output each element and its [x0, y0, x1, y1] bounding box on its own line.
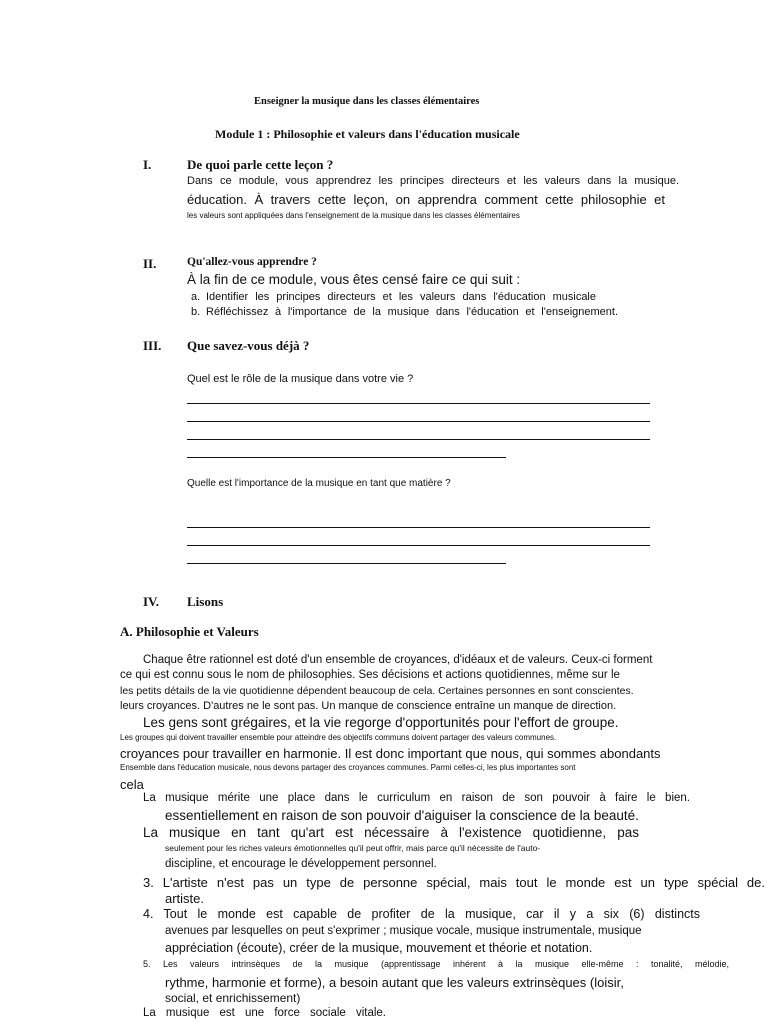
- belief-item: 4. Tout le monde est capable de profiter de la musique, car il y a six (6) distincts: [143, 907, 700, 921]
- section-1-number: I.: [143, 157, 152, 172]
- section-2-intro: À la fin de ce module, vous êtes censé faire ce qui suit :: [187, 272, 521, 287]
- answer-line[interactable]: [187, 457, 506, 458]
- paragraph-line: croyances pour travailler en harmonie. Il est donc important que nous, qui sommes abondants: [120, 746, 661, 761]
- question-1: Quel est le rôle de la musique dans votre vie ?: [187, 373, 414, 385]
- answer-line[interactable]: [187, 439, 650, 440]
- belief-item: seulement pour les riches valeurs émotionnelles qu'il peut offrir, mais parce qu'il nécessite de l'auto-: [165, 843, 541, 853]
- paragraph-line: Chaque être rationnel est doté d'un ensemble de croyances, d'idéaux et de valeurs. Ceux-ci forment: [143, 654, 653, 666]
- section-2-number: II.: [143, 256, 157, 271]
- section-2-heading: Qu'allez-vous apprendre ?: [187, 256, 317, 268]
- answer-line[interactable]: [187, 403, 650, 404]
- answer-line[interactable]: [187, 563, 506, 564]
- belief-item: social, et enrichissement): [165, 991, 301, 1005]
- objective-marker: a.: [191, 291, 201, 303]
- belief-item: La musique mérite une place dans le curriculum en raison de son pouvoir à faire le bien.: [143, 792, 690, 804]
- section-4-number: IV.: [143, 594, 160, 609]
- belief-item: artiste.: [165, 891, 205, 906]
- subsection-heading: A. Philosophie et Valeurs: [120, 624, 259, 639]
- objective-marker: b.: [191, 306, 201, 318]
- answer-line[interactable]: [187, 545, 650, 546]
- module-title: Module 1 : Philosophie et valeurs dans l'éducation musicale: [215, 127, 520, 141]
- section-1-heading: De quoi parle cette leçon ?: [187, 157, 334, 172]
- belief-item: 5. Les valeurs intrinsèques de la musique (apprentissage inhérent à la musique elle-même : tonalité, mélodie,: [143, 959, 729, 969]
- belief-item: La musique est une force sociale vitale.: [143, 1007, 386, 1019]
- paragraph-line: leurs croyances. D'autres ne le sont pas. Un manque de conscience entraîne un manque de direction.: [120, 700, 617, 712]
- belief-item: essentiellement en raison de son pouvoir d'aiguiser la conscience de la beauté.: [165, 808, 639, 823]
- section-1-text-line: éducation. À travers cette leçon, on apprendra comment cette philosophie et: [187, 192, 665, 207]
- belief-item: 3. L'artiste n'est pas un type de personne spécial, mais tout le monde est un type spécial de.: [143, 875, 765, 890]
- objective-item: Identifier les principes directeurs et les valeurs dans l'éducation musicale: [206, 291, 596, 303]
- section-1-text-line: les valeurs sont appliquées dans l'enseignement de la musique dans les classes élémentaires: [187, 211, 520, 220]
- belief-item: rythme, harmonie et forme), a besoin autant que les valeurs extrinsèques (loisir,: [165, 975, 624, 990]
- section-3-heading: Que savez-vous déjà ?: [187, 338, 310, 353]
- paragraph-line: Les gens sont grégaires, et la vie regorge d'opportunités pour l'effort de groupe.: [143, 715, 619, 730]
- paragraph-line: ce qui est connu sous le nom de philosophies. Ses décisions et actions quotidiennes, même sur le: [120, 669, 620, 681]
- paragraph-line: Les groupes qui doivent travailler ensemble pour atteindre des objectifs communs doivent partager des valeurs communes.: [120, 733, 557, 742]
- belief-item: discipline, et encourage le développement personnel.: [165, 858, 437, 870]
- paragraph-line: Ensemble dans l'éducation musicale, nous devons partager des croyances communes. Parmi celles-ci, les plus importantes sont: [120, 763, 576, 772]
- belief-item: La musique en tant qu'art est nécessaire à l'existence quotidienne, pas: [143, 825, 639, 840]
- answer-line[interactable]: [187, 527, 650, 528]
- paragraph-line: les petits détails de la vie quotidienne dépendent beaucoup de cela. Certaines personnes en sont conscientes.: [120, 685, 634, 697]
- question-2: Quelle est l'importance de la musique en tant que matière ?: [187, 478, 451, 489]
- paragraph-line: cela: [120, 777, 144, 792]
- answer-line[interactable]: [187, 421, 650, 422]
- section-4-heading: Lisons: [187, 594, 224, 609]
- belief-item: avenues par lesquelles on peut s'exprimer ; musique vocale, musique instrumentale, musique: [165, 925, 642, 937]
- section-1-text-line: Dans ce module, vous apprendrez les principes directeurs et les valeurs dans la musique.: [187, 175, 679, 187]
- belief-item: appréciation (écoute), créer de la musique, mouvement et théorie et notation.: [165, 941, 593, 955]
- objective-item: Réfléchissez à l'importance de la musique dans l'éducation et l'enseignement.: [206, 306, 618, 318]
- document-title: Enseigner la musique dans les classes élémentaires: [254, 96, 480, 107]
- section-3-number: III.: [143, 338, 162, 353]
